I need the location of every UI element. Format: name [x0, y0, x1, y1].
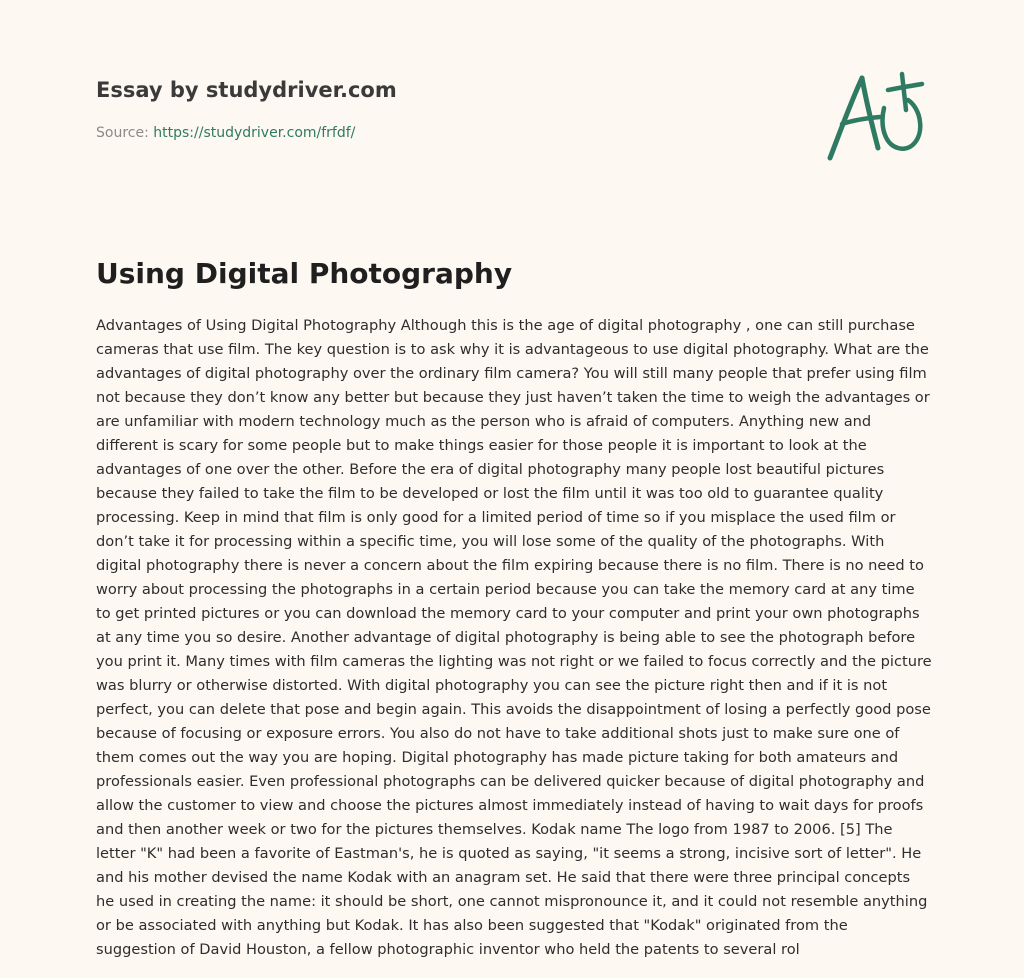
site-brand: Essay by studydriver.com — [96, 78, 397, 102]
a-plus-logo-icon — [822, 70, 926, 162]
essay-title: Using Digital Photography — [96, 257, 513, 290]
source-link[interactable]: https://studydriver.com/frfdf/ — [153, 125, 356, 141]
source-label: Source: — [96, 125, 154, 141]
essay-body: Advantages of Using Digital Photography Although this is the age of digital photography , one can still purchase cameras that use film. The key question is to ask why it is advantageous to use digital photography. What are the advantages of digital photography over the ordinary film camera? You will still many people that prefer using film not because they don’t know any better but because they just haven’t taken the time to weigh the advantages or are unfamiliar with modern technology much as the person who is afraid of computers. Anything new and different is scary for some people but to make things easier for those people it is important to look at the advantages of one over the other. Before the era of digital photography many people lost beautiful pictures because they failed to take the film to be developed or lost the film until it was too old to guarantee quality processing. Keep in mind that film is only good for a limited period of time so if you misplace the used film or don’t take it for processing within a specific time, you will lose some of the quality of the photographs. With digital photography there is never a concern about the film expiring because there is no film. There is no need to worry about processing the photographs in a certain period because you can take the memory card at any time to get printed pictures or you can download the memory card to your computer and print your own photographs at any time you so desire. Another advantage of digital photography is being able to see the photograph before you print it. Many times with film cameras the lighting was not right or we failed to focus correctly and the picture was blurry or otherwise distorted. With digital photography you can see the picture right then and if it is not perfect, you can delete that pose and begin again. This avoids the disappointment of losing a perfectly good pose because of focusing or exposure errors. You also do not have to take additional shots just to make sure one of them comes out the way you are hoping. Digital photography has made picture taking for both amateurs and professionals easier. Even professional photographs can be delivered quicker because of digital photography and allow the customer to view and choose the pictures almost immediately instead of having to wait days for proofs and then another week or two for the pictures themselves. Kodak name The logo from 1987 to 2006. [5] The letter "K" had been a favorite of Eastman's, he is quoted as saying, "it seems a strong, incisive sort of letter". He and his mother devised the name Kodak with an anagram set. He said that there were three principal concepts he used in creating the name: it should be short, one cannot mispronounce it, and it could not resemble anything or be associated with anything but Kodak. It has also been suggested that "Kodak" originated from the suggestion of David Houston, a fellow photographic inventor who held the patents to several rol — [96, 317, 932, 958]
source-line — [96, 124, 696, 142]
essay-header — [96, 76, 696, 142]
